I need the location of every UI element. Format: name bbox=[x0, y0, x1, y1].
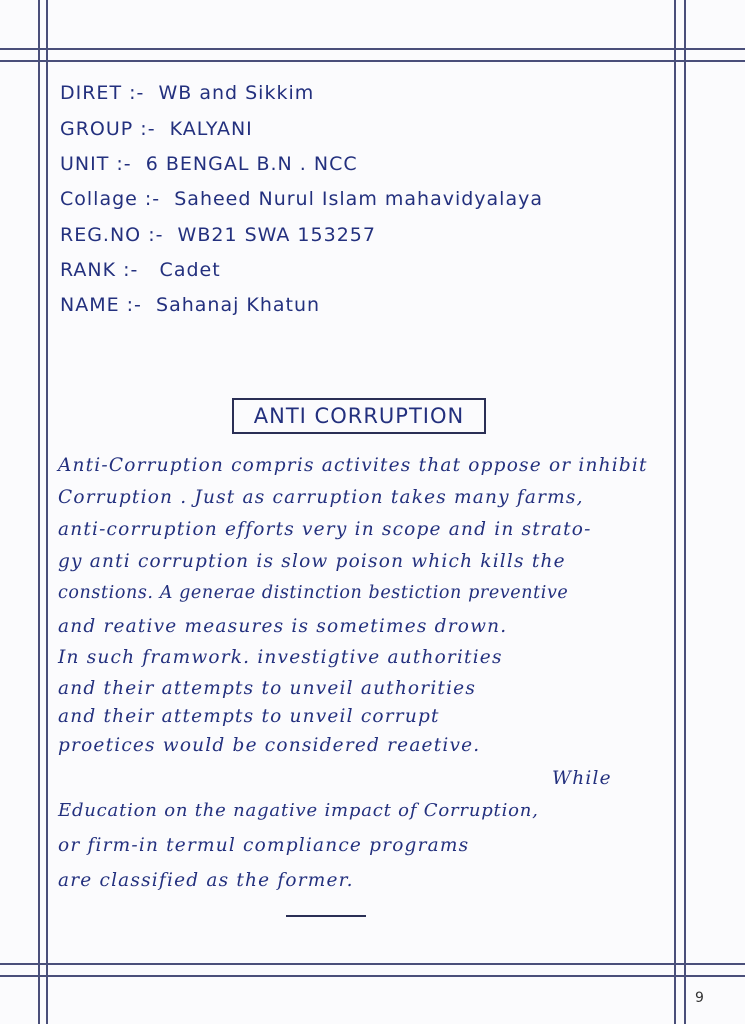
body-line: constions. A generae distinction bestiction preventive bbox=[58, 583, 569, 603]
field-reg-no: REG.NO :- WB21 SWA 153257 bbox=[60, 224, 376, 246]
body-line: and reative measures is sometimes drown. bbox=[58, 616, 508, 637]
field-college: Collage :- Saheed Nurul Islam mahavidyalaya bbox=[60, 188, 543, 210]
page-number: 9 bbox=[695, 990, 704, 1006]
essay-title: ANTI CORRUPTION bbox=[232, 398, 486, 434]
field-group: GROUP :- KALYANI bbox=[60, 118, 253, 140]
body-line: anti-corruption efforts very in scope and in strato- bbox=[58, 519, 592, 540]
body-line: While bbox=[552, 768, 612, 789]
field-name: NAME :- Sahanaj Khatun bbox=[60, 294, 321, 316]
left-margin-line-2 bbox=[46, 0, 48, 1024]
top-margin-line-2 bbox=[0, 60, 745, 62]
right-margin-line-1 bbox=[674, 0, 676, 1024]
body-line: In such framwork. investigtive authorities bbox=[58, 647, 503, 668]
field-rank: RANK :- Cadet bbox=[60, 259, 221, 281]
body-line: and their attempts to unveil corrupt bbox=[58, 706, 440, 727]
bottom-margin-line-2 bbox=[0, 975, 745, 977]
body-line: gy anti corruption is slow poison which kills the bbox=[58, 551, 566, 572]
field-direct: DIRET :- WB and Sikkim bbox=[60, 82, 315, 104]
body-line: Anti-Corruption compris activites that oppose or inhibit bbox=[58, 455, 648, 476]
bottom-margin-line-1 bbox=[0, 963, 745, 965]
left-margin-line-1 bbox=[38, 0, 40, 1024]
right-margin-line-2 bbox=[684, 0, 686, 1024]
body-line: and their attempts to unveil authorities bbox=[58, 678, 477, 699]
top-margin-line-1 bbox=[0, 48, 745, 50]
field-unit: UNIT :- 6 BENGAL B.N . NCC bbox=[60, 153, 358, 175]
closing-underline bbox=[286, 915, 366, 917]
body-line: Corruption . Just as carruption takes many farms, bbox=[58, 487, 584, 508]
body-line: or firm-in termul compliance programs bbox=[58, 835, 470, 856]
body-line: are classified as the former. bbox=[58, 870, 354, 891]
body-line: Education on the nagative impact of Corruption, bbox=[58, 800, 539, 821]
body-line: proetices would be considered reaetive. bbox=[58, 735, 481, 756]
